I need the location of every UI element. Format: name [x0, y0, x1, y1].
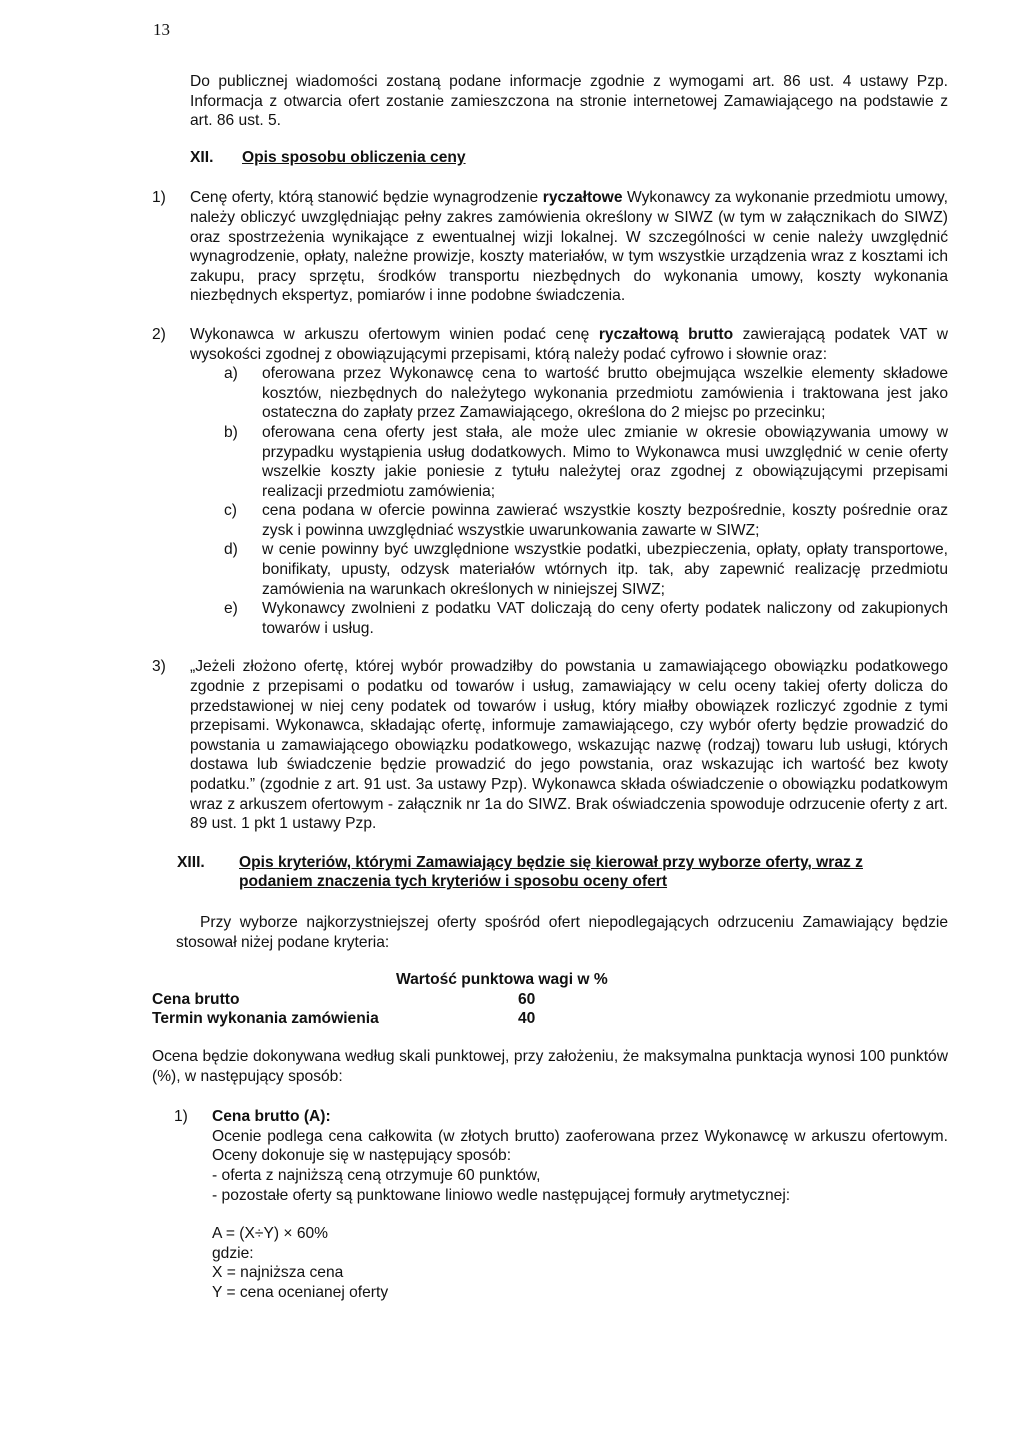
- scoring-intro: Ocena będzie dokonywana według skali punktowej, przy założeniu, że maksymalna punktacja wynosi 100 punktów (%), w następujący sposób:: [152, 1047, 948, 1085]
- criterion-rule: - pozostałe oferty są punktowane liniowo wedle następującej formuły arytmetycznej:: [212, 1186, 791, 1204]
- list-marker: 2): [152, 325, 166, 343]
- formula-variable-y: Y = cena ocenianej oferty: [212, 1283, 389, 1301]
- list-item-text: [190, 325, 948, 364]
- list-marker: 3): [152, 658, 166, 676]
- bold-term: ryczałtowe: [542, 189, 623, 207]
- text-run: Cenę oferty, którą stanowić będzie wynagrodzenie: [190, 189, 543, 207]
- criteria-table-header: Wartość punktowa wagi w %: [396, 971, 608, 989]
- criterion-weight: 40: [518, 1010, 536, 1028]
- text-run: Wykonawca w arkuszu ofertowym winien podać cenę: [190, 325, 599, 343]
- list-item: [152, 188, 948, 306]
- table-row: [152, 1009, 672, 1029]
- sub-list-marker: a): [224, 365, 238, 383]
- criterion-description: Ocenie podlega cena całkowita (w złotych brutto) zaoferowana przez Wykonawcę w arkuszu ofertowym. Oceny dokonuje się w następujący sposób:: [212, 1127, 948, 1165]
- sub-list-marker: b): [224, 423, 238, 441]
- text-run: Wykonawcy za wykonanie przedmiotu umowy, należy obliczyć uwzględniając pełny zakres zamówienia określony w SIWZ (w tym w załącznikach do SIWZ) oraz spostrzeżenia wynikające z ewentualnej wizji lokalnej. W szczególności w cenie należy uwzględnić wynagrodzenie, opłaty, należne prowizje, koszty materiałów, w tym wszystkie urządzenia wraz z kosztami ich zakupu, pracy sprzętu, środków transportu niezbędnych do wykonania umowy, koszty wykonania niezbędnych ekspertyz, pomiarów i inne podobne świadczenia.: [190, 189, 948, 305]
- criterion-item: [174, 1107, 948, 1302]
- text-run: zawierającą podatek VAT w wysokości zgodnej z obowiązującymi przepisami, którą należy podać cyfrowo i słownie oraz:: [190, 325, 948, 363]
- sub-list: [190, 364, 948, 638]
- document-body: [152, 72, 948, 1302]
- section-number: XII.: [190, 148, 214, 166]
- section-number: XIII.: [177, 853, 205, 871]
- criterion-rule: - oferta z najniższą ceną otrzymuje 60 punktów,: [212, 1166, 541, 1184]
- sub-list-text: Wykonawcy zwolnieni z podatku VAT doliczają do ceny oferty podatek naliczony od zakupionych towarów i usług.: [262, 600, 948, 637]
- sub-list-item: [190, 540, 948, 599]
- criteria-table: [152, 970, 672, 1029]
- criterion-name: Termin wykonania zamówienia: [152, 1010, 379, 1028]
- sub-list-marker: e): [224, 600, 238, 618]
- page-number: 13: [153, 20, 170, 39]
- sub-list-marker: d): [224, 541, 238, 559]
- section-heading-xii: [190, 148, 948, 168]
- sub-list-text: cena podana w ofercie powinna zawierać wszystkie koszty bezpośrednie, koszty pośrednie oraz zysk i powinna uwzględniać wszystkie uwarunkowania zawarte w SIWZ;: [262, 502, 948, 539]
- sub-list-marker: c): [224, 502, 237, 520]
- sub-list-text: w cenie powinny być uwzględnione wszystkie podatki, ubezpieczenia, opłaty, opłaty transportowe, bonifikaty, upusty, odzysk materiałów wtórnych itp. tak, aby zapewnić realizację przedmiotu zamówienia na warunkach określonych w niniejszej SIWZ;: [262, 541, 948, 598]
- criterion-name: Cena brutto: [152, 990, 240, 1008]
- list-item-text: [190, 188, 948, 306]
- sub-list-text: oferowana cena oferty jest stała, ale może ulec zmianie w okresie obowiązywania umowy w przypadku wystąpienia usług dodatkowych. Mimo to Wykonawca musi uwzględnić w cenie oferty wszelkie koszty jakie poniesie z tytułu należytej oraz zgodnej z obowiązującymi przepisami realizacji przedmiotu zamówienia;: [262, 423, 948, 500]
- list-item-text: „Jeżeli złożono ofertę, której wybór prowadziłby do powstania u zamawiającego obowiązku podatkowego zgodnie z przepisami o podatku od towarów i usług, zamawiający w celu oceny takiej oferty dolicza do przedstawionej w niej ceny podatek od towarów i usług, który miałby obowiązek rozliczyć zgodnie z tymi przepisami. Wykonawca, składając ofertę, informuje zamawiającego, czy wybór oferty będzie prowadzić do powstania u zamawiającego obowiązku podatkowego, wskazując nazwę (rodzaj) towaru lub usługi, których dostawa lub świadczenie będzie prowadzić do jego powstania, oraz wskazując ich wartość bez kwoty podatku.” (zgodnie z art. 91 ust. 3a ustawy Pzp). Wykonawca składa oświadczenie o obowiązku podatkowym wraz z arkuszem ofertowym - załącznik nr 1a do SIWZ. Brak oświadczenia spowoduje odrzucenie oferty z art. 89 ust. 1 pkt 1 ustawy Pzp.: [190, 658, 948, 833]
- section-heading-xiii: [177, 853, 948, 892]
- section-title: Opis sposobu obliczenia ceny: [242, 148, 466, 166]
- bold-term: ryczałtową brutto: [598, 325, 734, 343]
- criterion-title: Cena brutto (A):: [212, 1108, 331, 1126]
- list-item: [152, 325, 948, 639]
- sub-list-item: [190, 423, 948, 501]
- sub-list-item: [190, 501, 948, 540]
- section-title: Opis kryteriów, którymi Zamawiający będzie się kierował przy wyborze oferty, wraz z podaniem znaczenia tych kryteriów i sposobu oceny ofert: [239, 853, 863, 891]
- table-row: [152, 990, 672, 1010]
- sub-list-item: [190, 364, 948, 423]
- sub-list-item: [190, 599, 948, 638]
- formula-block: [212, 1224, 948, 1302]
- formula: A = (X÷Y) × 60%: [212, 1225, 329, 1243]
- formula-variable-x: X = najniższa cena: [212, 1264, 344, 1282]
- list-item: [152, 657, 948, 833]
- intro-paragraph: Do publicznej wiadomości zostaną podane informacje zgodnie z wymogami art. 86 ust. 4 ustawy Pzp. Informacja z otwarcia ofert zostanie zamieszczona na stronie internetowej Zamawiającego na podstawie z art. 86 ust. 5.: [190, 73, 948, 130]
- list-marker: 1): [174, 1108, 188, 1126]
- criterion-weight: 60: [518, 990, 536, 1008]
- list-marker: 1): [152, 189, 166, 207]
- sub-list-text: oferowana przez Wykonawcę cena to wartość brutto obejmująca wszelkie elementy składowe kosztów, niezbędnych do należytego wykonania przedmiotu zamówienia i traktowana jest jako ostateczna do zapłaty przez Zamawiającego, określona do 2 miejsc po przecinku;: [262, 365, 948, 422]
- criteria-intro: Przy wyborze najkorzystniejszej oferty spośród ofert niepodlegających odrzuceniu Zamawiający będzie stosował niżej podane kryteria:: [176, 913, 948, 951]
- formula-where: gdzie:: [212, 1244, 254, 1262]
